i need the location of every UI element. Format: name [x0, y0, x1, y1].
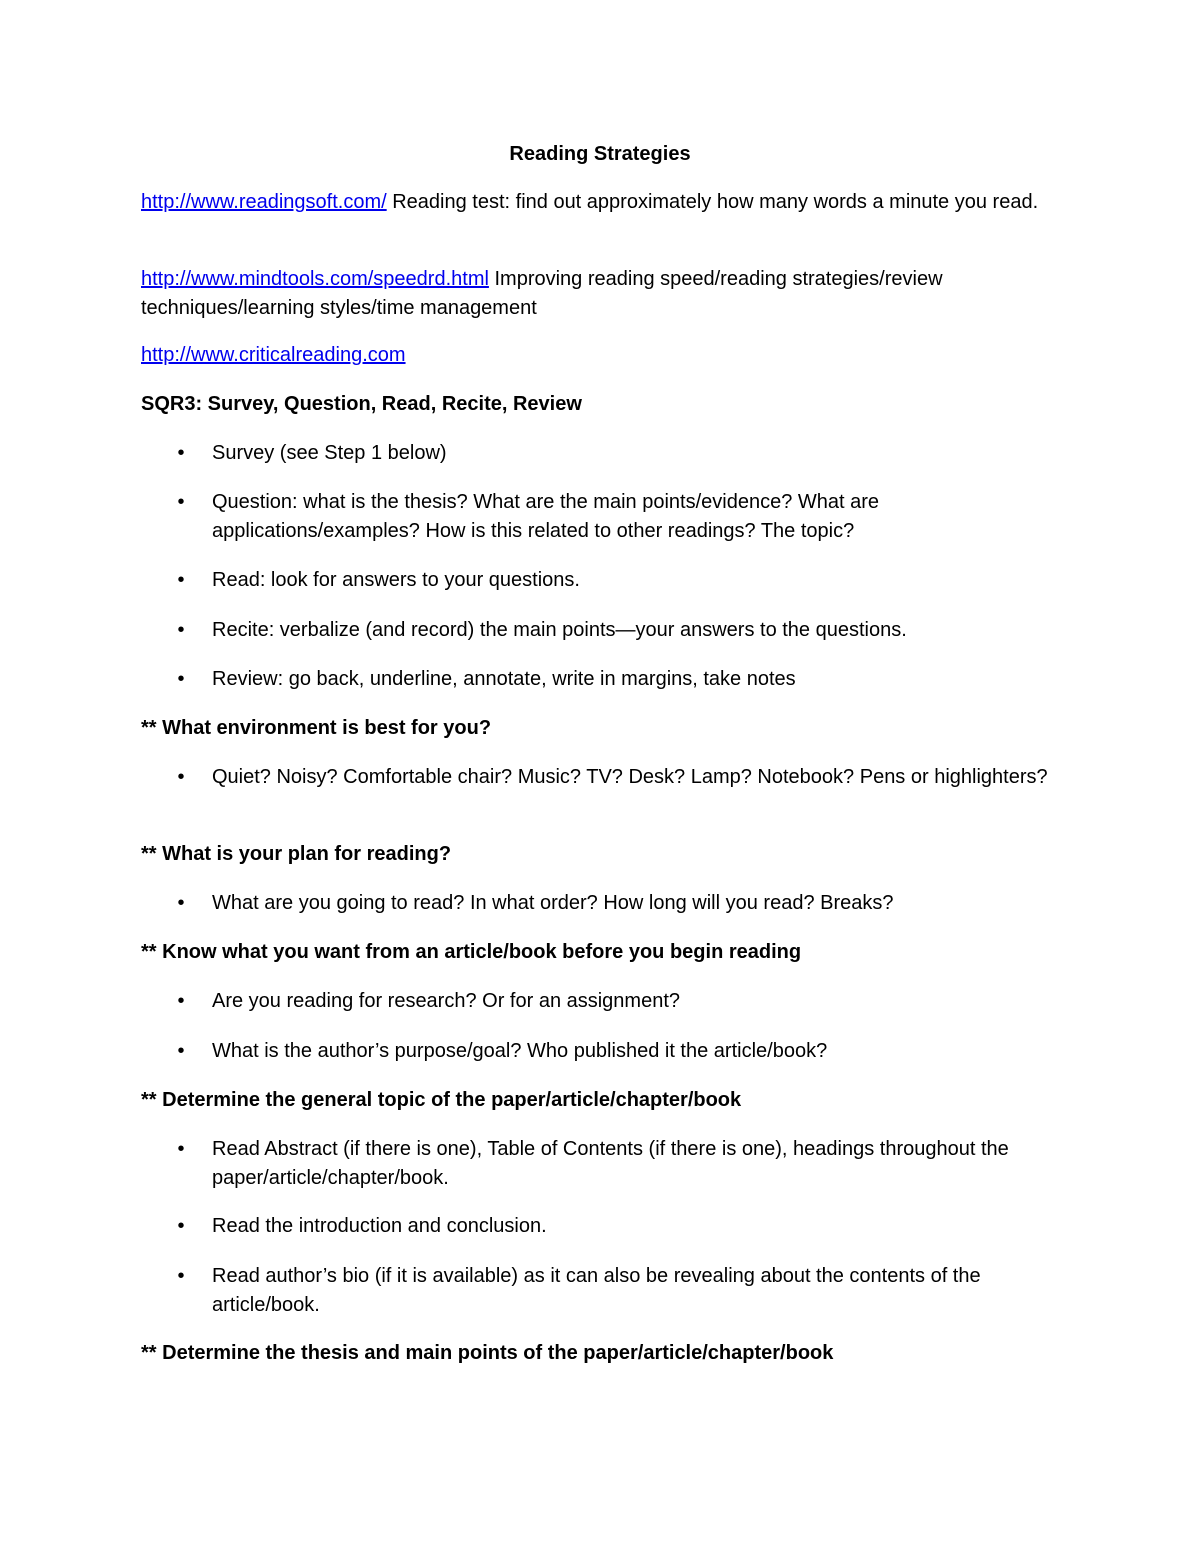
list-item: • Recite: verbalize (and record) the main points—your answers to the questions. [141, 616, 1071, 645]
list-item: • What is the author’s purpose/goal? Who published it the article/book? [141, 1037, 1071, 1066]
readingsoft-description: Reading test: find out approximately how many words a minute you read. [386, 191, 1039, 213]
bullet-icon: • [177, 1265, 185, 1287]
bullet-icon: • [177, 892, 185, 914]
environment-heading: ** What environment is best for you? [141, 717, 492, 739]
bullet-icon: • [177, 766, 185, 788]
link-paragraph-readingsoft [141, 188, 1071, 217]
page-title: Reading Strategies [509, 143, 691, 165]
bullet-icon: • [177, 990, 185, 1012]
bullet-icon: • [177, 1215, 185, 1237]
list-item: • What are you going to read? In what order? How long will you read? Breaks? [141, 889, 1071, 918]
thesis-heading: ** Determine the thesis and main points of the paper/article/chapter/book [141, 1342, 834, 1364]
list-item: • Read: look for answers to your questions. [141, 566, 1071, 595]
bullet-icon: • [177, 1040, 185, 1062]
sqr3-heading: SQR3: Survey, Question, Read, Recite, Review [141, 393, 582, 415]
topic-heading: ** Determine the general topic of the paper/article/chapter/book [141, 1089, 742, 1111]
readingsoft-link[interactable]: http://www.readingsoft.com/ [141, 191, 387, 213]
list-item: • Read Abstract (if there is one), Table of Contents (if there is one), headings throughout the paper/article/chapter/book. [141, 1135, 1071, 1193]
bullet-icon: • [177, 668, 185, 690]
bullet-icon: • [177, 1138, 185, 1160]
list-item: • Are you reading for research? Or for an assignment? [141, 987, 1071, 1016]
plan-heading: ** What is your plan for reading? [141, 843, 452, 865]
list-item: • Quiet? Noisy? Comfortable chair? Music? TV? Desk? Lamp? Notebook? Pens or highlighters? [141, 763, 1071, 792]
bullet-icon: • [177, 569, 185, 591]
list-item: • Survey (see Step 1 below) [141, 439, 1071, 468]
list-item: • Review: go back, underline, annotate, write in margins, take notes [141, 665, 1071, 694]
list-item: • Question: what is the thesis? What are the main points/evidence? What are applications/examples? How is this related to other readings? The topic? [141, 488, 1071, 546]
know-heading: ** Know what you want from an article/book before you begin reading [141, 941, 802, 963]
link-paragraph-mindtools [141, 265, 1071, 323]
bullet-icon: • [177, 442, 185, 464]
criticalreading-link[interactable]: http://www.criticalreading.com [141, 344, 406, 366]
list-item: • Read author’s bio (if it is available) as it can also be revealing about the contents of the article/book. [141, 1262, 1071, 1320]
bullet-icon: • [177, 619, 185, 641]
bullet-icon: • [177, 491, 185, 513]
link-paragraph-criticalreading [141, 341, 1071, 370]
mindtools-link[interactable]: http://www.mindtools.com/speedrd.html [141, 268, 489, 290]
list-item: • Read the introduction and conclusion. [141, 1212, 1071, 1241]
mindtools-description: Improving reading speed/reading strategies/review techniques/learning styles/time management [141, 268, 943, 319]
